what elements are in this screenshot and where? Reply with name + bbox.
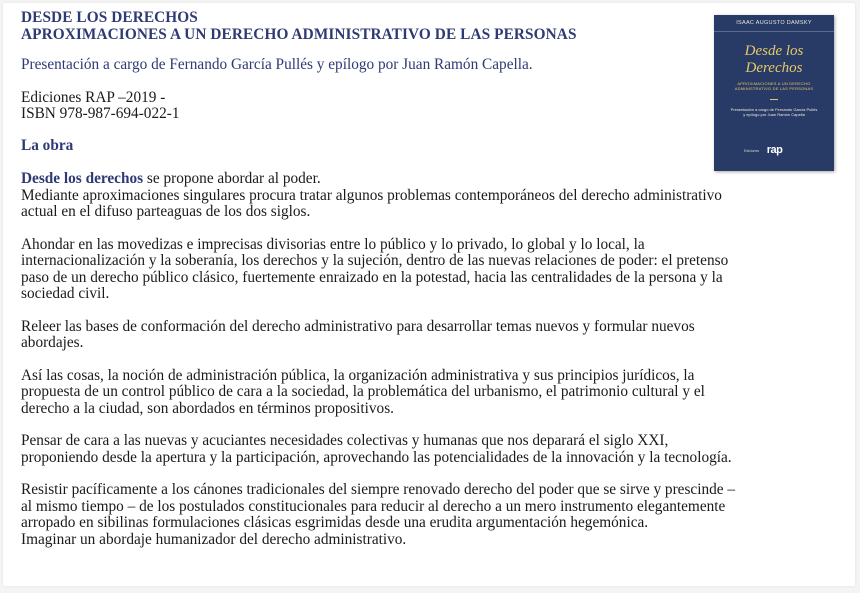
intro-line — [21, 171, 853, 188]
page — [3, 3, 855, 586]
publisher-logo: rap — [766, 144, 783, 156]
cover-subtitle-line-1: APROXIMACIONES A UN DERECHO — [737, 81, 811, 86]
paragraph-line: Ahondar en las movedizas e imprecisas divisorias entre lo público y lo privado, lo global y lo local, la — [21, 235, 645, 253]
book-cover-image — [714, 15, 834, 171]
publisher-line: Ediciones RAP –2019 - — [21, 88, 166, 106]
paragraph — [21, 433, 853, 466]
presentation-credits: Presentación a cargo de Fernando García Pullés y epílogo por Juan Ramón Capella. — [21, 56, 533, 73]
intro-rest: se propone abordar al poder. — [143, 170, 321, 187]
paragraph-line: internacionalización y la soberanía, los derechos y la sujeción, dentro de las nuevas relaciones de poder: el pretenso — [21, 252, 729, 269]
section-heading: La obra — [21, 136, 74, 154]
paragraph-line: sociedad civil. — [21, 285, 110, 302]
paragraph — [21, 237, 853, 303]
cover-subtitle-line-2: ADMINISTRATIVO DE LAS PERSONAS — [734, 86, 814, 91]
paragraph-line: Releer las bases de conformación del derecho administrativo para desarrollar temas nuevos y formular nuevos — [21, 317, 695, 335]
paragraph-line: arropado en sibilinas formulaciones clásicas esgrimidas desde una erudita argumentación hegemónica. — [21, 514, 649, 531]
title-line-1: DESDE LOS DERECHOS — [21, 9, 198, 26]
cover-publisher-label: Ediciones — [744, 149, 760, 153]
paragraph-line: propuesta de un control público de cara a la sociedad, la problemática del urbanismo, el patrimonio cultural y el — [21, 383, 705, 400]
paragraph-line: actual en el difuso parteaguas de los dos siglos. — [21, 203, 311, 220]
paragraph-line: Así las cosas, la noción de administración pública, la organización administrativa y sus principios jurídicos, la — [21, 366, 695, 384]
paragraph-line: al mismo tiempo – de los postulados constitucionales para reducir al derecho a un mero instrumento elegantemente — [21, 497, 726, 515]
paragraph — [21, 482, 853, 548]
intro-paragraph — [21, 171, 853, 221]
paragraph-line: Resistir pacíficamente a los cánones tradicionales del siempre renovado derecho del poder que se sirve y prescinde – — [21, 481, 736, 498]
book-name: Desde los derechos — [21, 170, 144, 187]
isbn-line: ISBN 978-987-694-022-1 — [21, 105, 180, 122]
paragraph-line: Imaginar un abordaje humanizador del derecho administrativo. — [21, 530, 407, 548]
paragraph — [21, 368, 853, 418]
paragraph-line: paso de un derecho público clásico, fuertemente enraizado en la potestad, hacia las centralidades de la persona y la — [21, 268, 723, 286]
cover-presentation-line-1: Presentación a cargo de Fernando García Pullés — [730, 107, 818, 112]
cover-title-line-2: Derechos — [745, 60, 803, 76]
cover-divider — [714, 31, 834, 32]
paragraph — [21, 319, 853, 352]
paragraph-line: Mediante aproximaciones singulares procura tratar algunos problemas contemporáneos del derecho administrativo — [21, 186, 722, 204]
paragraph-line: proponiendo desde la apertura y la participación, aprovechando las potencialidades de la innovación y la tecnología. — [21, 448, 732, 466]
paragraph-line: derecho a la ciudad, son abordados en términos propositivos. — [21, 399, 394, 417]
cover-author: ISAAC AUGUSTO DAMSKY — [736, 20, 812, 26]
cover-title-line-1: Desde los — [744, 43, 804, 59]
title-line-2: APROXIMACIONES A UN DERECHO ADMINISTRATIVO DE LAS PERSONAS — [21, 25, 577, 43]
cover-subtitle — [720, 81, 828, 91]
paragraph-line: Pensar de cara a las nuevas y acuciantes necesidades colectivas y humanas que nos deparará el siglo XXI, — [21, 432, 669, 449]
cover-presentation — [720, 107, 828, 117]
cover-dash — [770, 99, 778, 100]
paragraph-line: abordajes. — [21, 334, 84, 351]
cover-presentation-line-2: y epílogo por Juan Ramón Capella — [743, 112, 805, 117]
cover-title — [714, 43, 834, 77]
